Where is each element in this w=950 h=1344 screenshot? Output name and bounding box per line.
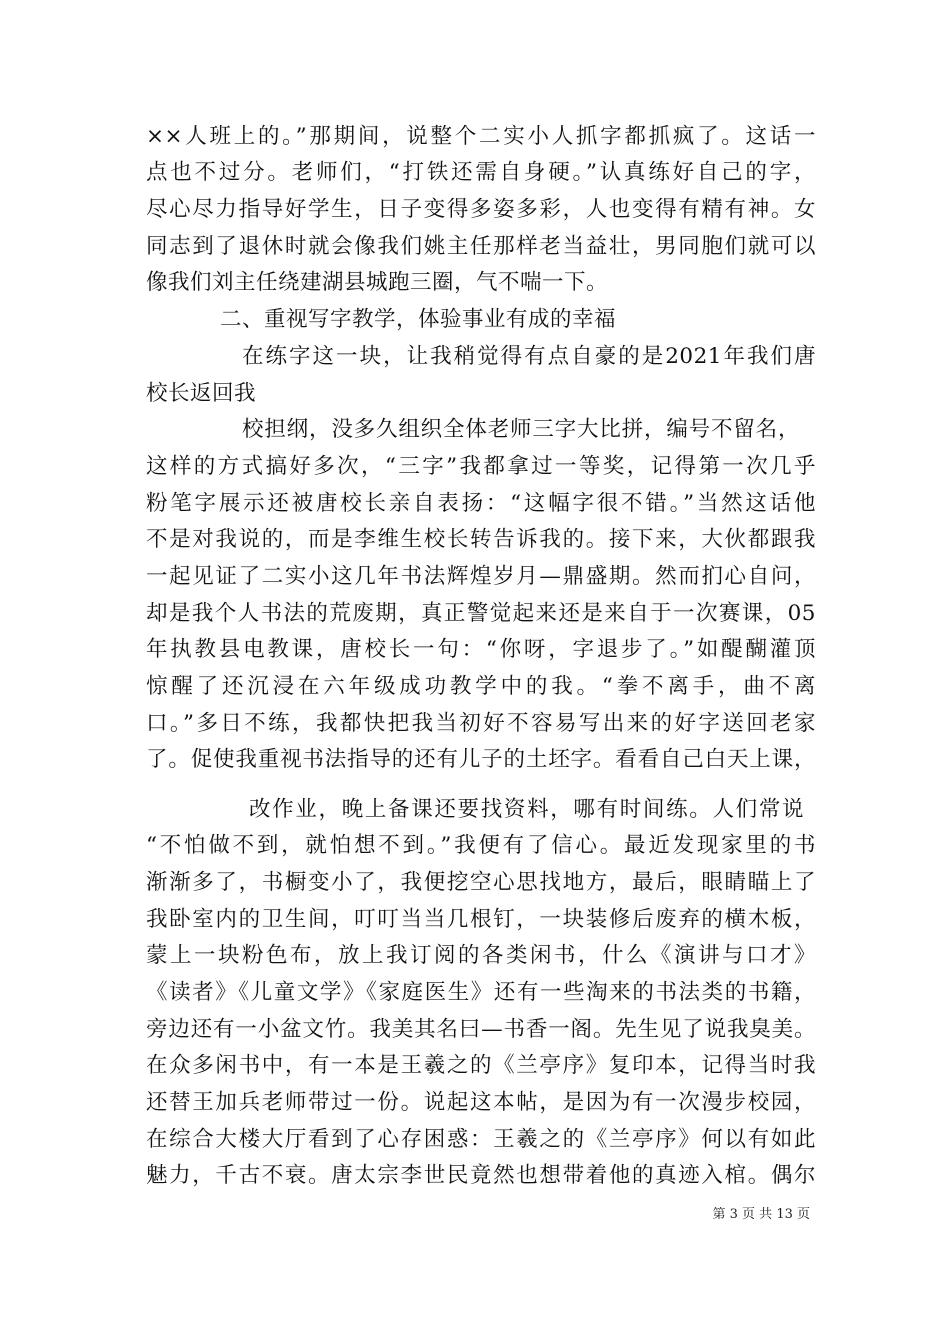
paragraph-line: 魅力，千古不衰。唐太宗李世民竟然也想带着他的真迹入棺。偶尔 <box>146 1163 816 1188</box>
paragraph-line: ××人班上的。”那期间，说整个二实小人抓字都抓疯了。这话一 <box>146 124 816 149</box>
paragraph-line: 蒙上一块粉色布，放上我订阅的各类闲书，什么《演讲与口才》 <box>146 943 816 968</box>
paragraph-line: 一起见证了二实小这几年书法辉煌岁月—鼎盛期。然而扪心自问， <box>146 564 816 589</box>
paragraph-line: 这样的方式搞好多次，“三字”我都拿过一等奖，记得第一次几乎 <box>146 454 816 479</box>
paragraph-line: “不怕做不到，就怕想不到。”我便有了信心。最近发现家里的书 <box>146 833 816 858</box>
paragraph-line: 口。”多日不练，我都快把我当初好不容易写出来的好字送回老家 <box>146 711 816 736</box>
paragraph-line: 还替王加兵老师带过一份。说起这本帖，是因为有一次漫步校园， <box>146 1090 816 1115</box>
page-number-footer: 第 3 页 共 13 页 <box>712 1207 810 1222</box>
paragraph-line: 了。促使我重视书法指导的还有儿子的土坯字。看看自己白天上课， <box>146 747 816 772</box>
paragraph-line: 尽心尽力指导好学生，日子变得多姿多彩，人也变得有精有神。女 <box>146 197 816 222</box>
paragraph-line: 校长返回我 <box>146 381 257 406</box>
paragraph-line: 不是对我说的，而是李维生校长转告诉我的。接下来，大伙都跟我 <box>146 527 816 552</box>
paragraph-line: 渐渐多了，书橱变小了，我便挖空心思找地方，最后，眼睛瞄上了 <box>146 870 816 895</box>
paragraph-line: 我卧室内的卫生间，叮叮当当几根钉，一块装修后废弃的横木板， <box>146 907 816 932</box>
paragraph-line: 校担纲，没多久组织全体老师三字大比拼，编号不留名， <box>242 417 800 442</box>
paragraph-line: 《读者》《儿童文学》《家庭医生》还有一些淘来的书法类的书籍， <box>146 980 816 1005</box>
paragraph-line: 旁边还有一小盆文竹。我美其名曰—书香一阁。先生见了说我臭美。 <box>146 1017 816 1042</box>
paragraph-line: 改作业，晚上备课还要找资料，哪有时间练。人们常说 <box>249 797 804 822</box>
paragraph-line: 却是我个人书法的荒废期，真正警觉起来还是来自于一次赛课，05 <box>146 601 816 626</box>
paragraph-line: 在众多闲书中，有一本是王羲之的《兰亭序》复印本，记得当时我 <box>146 1053 816 1078</box>
paragraph-line: 在练字这一块，让我稍觉得有点自豪的是2021年我们唐 <box>242 344 816 369</box>
paragraph-line: 粉笔字展示还被唐校长亲自表扬：“这幅字很不错。”当然这话他 <box>146 491 816 516</box>
paragraph-line: 在综合大楼大厅看到了心存困惑：王羲之的《兰亭序》何以有如此 <box>146 1127 816 1152</box>
paragraph-line: 惊醒了还沉浸在六年级成功教学中的我。“拳不离手，曲不离 <box>146 674 816 699</box>
paragraph-line: 点也不过分。老师们，“打铁还需自身硬。”认真练好自己的字， <box>146 160 816 185</box>
paragraph-line: 同志到了退休时就会像我们姚主任那样老当益壮，男同胞们就可以 <box>146 234 816 259</box>
paragraph-line: 像我们刘主任绕建湖县城跑三圈，气不喘一下。 <box>146 270 609 295</box>
section-heading: 二、重视写字教学，体验事业有成的幸福 <box>220 307 617 332</box>
paragraph-line: 年执教县电教课，唐校长一句：“你呀，字退步了。”如醍醐灌顶 <box>146 637 816 662</box>
